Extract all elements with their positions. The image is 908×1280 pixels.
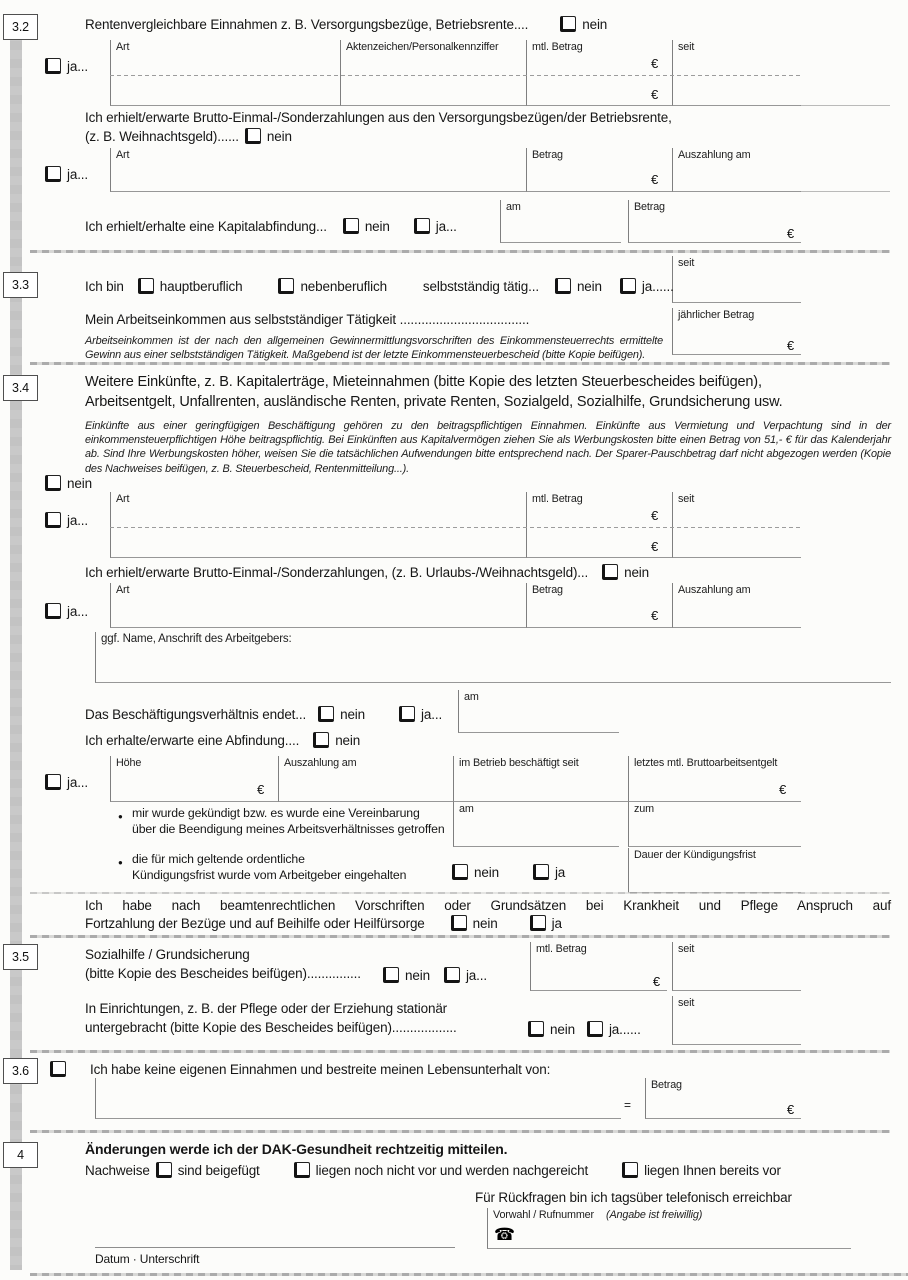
art-field[interactable] [110, 40, 341, 106]
nebenberuflich-checkbox[interactable] [278, 278, 294, 294]
beschaeftigt-seit-field[interactable] [453, 756, 629, 802]
weitere-einmal-nein-checkbox[interactable] [602, 564, 618, 580]
dauer-kuendigungsfrist-label: Dauer der Kündigungsfrist [634, 849, 756, 861]
weitere-title-line1: Weitere Einkünfte, z. B. Kapitalerträge, Mieteinnahmen (bitte Kopie des letzten Steuerbescheides beifügen), [85, 374, 762, 390]
arbeitgeber-field-label: ggf. Name, Anschrift des Arbeitgebers: [101, 633, 292, 645]
seit-column-label: seit [678, 493, 695, 505]
renten-ja-label: ja... [67, 58, 89, 74]
equals-sign: = [624, 1098, 631, 1112]
seit-field-label: seit [678, 997, 695, 1009]
section-number-3-6 [3, 1058, 38, 1084]
datum-unterschrift-label: Datum · Unterschrift [95, 1252, 200, 1266]
auszahlung-am-field[interactable] [672, 583, 801, 628]
mtl-betrag-field-label: mtl. Betrag [536, 943, 587, 955]
nebenberuflich-label: nebenberuflich [300, 278, 387, 294]
kuendigungsfrist-ja-checkbox[interactable] [533, 864, 549, 880]
scan-crease-line [30, 892, 890, 894]
nachweise-bereits-checkbox[interactable] [622, 1162, 638, 1178]
auszahlung-am-column-label: Auszahlung am [678, 149, 751, 161]
sozialhilfe-seit-field[interactable] [672, 942, 801, 991]
selbststaendig-ja-checkbox[interactable] [620, 278, 636, 294]
hauptberuflich-label: hauptberuflich [159, 278, 243, 294]
section-separator [30, 250, 890, 253]
renten-table [110, 40, 800, 106]
einmal-ja-label: ja... [67, 166, 89, 182]
dauer-kuendigungsfrist-field[interactable] [628, 848, 801, 893]
euro-sign: € [779, 782, 787, 797]
einmal-nein-checkbox[interactable] [245, 128, 261, 144]
aktenzeichen-field[interactable] [340, 40, 527, 106]
lebensunterhalt-betrag-field[interactable] [645, 1078, 801, 1119]
euro-sign: € [651, 87, 659, 102]
section-number-3-2 [3, 14, 38, 40]
weitere-einmal-ja-row [45, 603, 88, 619]
betrag-field-label: Betrag [651, 1079, 682, 1091]
kuendigungsfrist-nein-checkbox[interactable] [452, 864, 468, 880]
keine-einnahmen-checkbox[interactable] [50, 1061, 66, 1077]
einrichtung-text-line1: In Einrichtungen, z. B. der Pflege oder der Erziehung stationär [85, 1001, 448, 1016]
section-number-label: 3.2 [12, 20, 29, 34]
gekuendigt-am-field[interactable] [453, 802, 619, 847]
art-field[interactable] [110, 583, 527, 628]
endet-nein-checkbox[interactable] [318, 706, 334, 722]
kapital-ja-label: ja... [435, 218, 457, 234]
renten-ja-checkbox[interactable] [45, 58, 61, 74]
kuendigungsfrist-nein-label: nein [474, 864, 499, 880]
betrag-column-label: Betrag [532, 149, 563, 161]
art-field[interactable] [110, 148, 527, 192]
euro-sign: € [651, 172, 659, 187]
section-number-label: 3.4 [12, 381, 29, 395]
betrag-field[interactable] [526, 583, 673, 628]
beamte-ja-label: ja [551, 915, 562, 931]
nachweise-nachgereicht-checkbox[interactable] [294, 1162, 310, 1178]
weitere-einmal-nein-label: nein [624, 564, 650, 580]
beamte-nein-checkbox[interactable] [451, 915, 467, 931]
euro-sign: € [652, 974, 660, 989]
art-column-label: Art [116, 584, 130, 596]
art-field[interactable] [110, 492, 527, 558]
section-separator [30, 1050, 890, 1053]
nachweise-row [85, 1162, 781, 1178]
weitere-nein-checkbox[interactable] [45, 475, 61, 491]
einmal-nein-row [85, 128, 292, 144]
mtl-betrag-field[interactable] [526, 40, 673, 106]
brutto-field[interactable] [628, 756, 801, 802]
abfindung-nein-label: nein [335, 732, 361, 748]
art-column-label: Art [116, 493, 130, 505]
auszahlung-am-field[interactable] [278, 756, 454, 802]
einmal-text-line1: Ich erhielt/erwarte Brutto-Einmal-/Sonderzahlungen aus den Versorgungsbezügen/der Betriebsrente, [85, 110, 672, 125]
einmal-nein-label: nein [266, 128, 292, 144]
jaehrlicher-betrag-field[interactable] [672, 308, 801, 355]
gekuendigt-text-line2: über die Beendigung meines Arbeitsverhältnisses getroffen [132, 822, 445, 836]
beamte-text-line2: Fortzahlung der Bezüge und auf Beihilfe oder Heilfürsorge [85, 915, 425, 931]
weitere-ja-label: ja... [67, 512, 89, 528]
weitere-einmal-text: Ich erhielt/erwarte Brutto-Einmal-/Sonderzahlungen, (z. B. Urlaubs-/Weihnachtsgeld)... [85, 564, 589, 580]
sozialhilfe-nein-checkbox[interactable] [383, 967, 399, 983]
hoehe-field[interactable] [110, 756, 279, 802]
section-number-label: 3.3 [12, 278, 29, 292]
sozialhilfe-checkbox-row [383, 967, 487, 983]
euro-sign: € [786, 338, 794, 353]
section-number-3-5 [3, 944, 38, 970]
beamte-text-line1: Ich habe nach beamtenrechtlichen Vorschriften oder Grundsätzen bei Krankheit und Pflege Anspruch auf [85, 898, 891, 913]
sozialhilfe-text-line2: (bitte Kopie des Bescheides beifügen)............... [85, 966, 361, 981]
telephone-icon: ☎ [494, 1225, 516, 1244]
kapitalabfindung-row [85, 218, 457, 234]
mtl-betrag-field[interactable] [526, 492, 673, 558]
section-number-3-4 [3, 375, 38, 401]
abfindung-ja-row [45, 774, 88, 790]
section-number-label: 4 [17, 1148, 24, 1162]
arbeitseinkommen-note: Arbeitseinkommen ist der nach den allgemeinen Gewinnermittlungsvorschriften des Einkommensteuerrechts ermittelte Gewinn aus einer selbstständigen Tätigkeit. Maßgebend ist der letzte Einkommensteuerbescheid (bitte Kopie beifügen). [85, 335, 663, 362]
hoehe-column-label: Höhe [116, 757, 142, 769]
section-number-4 [3, 1142, 38, 1168]
selbststaendig-seit-field[interactable] [672, 256, 801, 303]
auszahlung-am-column-label: Auszahlung am [284, 757, 357, 769]
euro-sign: € [651, 56, 659, 71]
keine-einnahmen-row [50, 1061, 550, 1077]
sozialhilfe-ja-checkbox[interactable] [444, 967, 460, 983]
auszahlung-am-field[interactable] [672, 148, 801, 192]
weitere-ja-row [45, 512, 88, 528]
rueckfragen-text: Für Rückfragen bin ich tagsüber telefonisch erreichbar [475, 1190, 792, 1205]
kapitalabfindung-text: Ich erhielt/erhalte eine Kapitalabfindung... [85, 218, 327, 234]
renten-title: Rentenvergleichbare Einnahmen z. B. Versorgungsbezüge, Betriebsrente.... [85, 16, 529, 32]
selbststaendig-row [85, 278, 674, 294]
section-separator [30, 1130, 890, 1133]
bullet-icon: ● [118, 858, 123, 867]
abfindung-row [85, 732, 360, 748]
einrichtung-ja-checkbox[interactable] [587, 1021, 603, 1037]
einmal-text-line2: (z. B. Weihnachtsgeld)...... [85, 128, 239, 144]
beamte-ja-checkbox[interactable] [530, 915, 546, 931]
kapital-nein-checkbox[interactable] [343, 218, 359, 234]
euro-sign: € [651, 508, 659, 523]
einrichtung-ja-label: ja...... [608, 1021, 641, 1037]
nachweise-beigefuegt-checkbox[interactable] [156, 1162, 172, 1178]
table-row-separator [110, 75, 800, 76]
weitere-nein-row [45, 475, 92, 491]
weitere-ja-checkbox[interactable] [45, 512, 61, 528]
renten-nein-label: nein [582, 16, 608, 32]
einrichtung-checkbox-row [528, 1021, 641, 1037]
abfindung-text: Ich erhalte/erwarte eine Abfindung.... [85, 732, 300, 748]
weitere-title-line2: Arbeitsentgelt, Unfallrenten, ausländische Renten, private Renten, Sozialgeld, Sozialhilfe, Grundsicherung usw. [85, 394, 783, 410]
selbststaendig-nein-label: nein [576, 278, 602, 294]
kuendigungsfrist-text-line1: die für mich geltende ordentliche [132, 852, 305, 866]
seit-field-label: seit [678, 943, 695, 955]
einrichtung-nein-label: nein [550, 1021, 575, 1037]
selbststaendig-nein-checkbox[interactable] [555, 278, 571, 294]
selbststaendig-ja-label: ja...... [641, 278, 674, 294]
sozialhilfe-ja-label: ja... [465, 967, 487, 983]
kuendigungsfrist-checkbox-row [452, 864, 565, 880]
abfindung-table [110, 756, 800, 802]
kuendigungsfrist-text-line2: Kündigungsfrist wurde vom Arbeitgeber eingehalten [132, 868, 407, 882]
euro-sign: € [786, 226, 794, 241]
seit-field[interactable] [672, 40, 801, 106]
nachweise-beigefuegt-label: sind beigefügt [177, 1162, 260, 1178]
arbeitgeber-field[interactable] [95, 632, 891, 683]
weitere-table [110, 492, 800, 558]
einrichtung-seit-field[interactable] [672, 996, 801, 1045]
arbeitseinkommen-text: Mein Arbeitseinkommen aus selbstständiger Tätigkeit .................................... [85, 312, 530, 327]
kuendigungsfrist-ja-label: ja [554, 864, 566, 880]
weitere-nein-label: nein [67, 475, 92, 491]
hauptberuflich-checkbox[interactable] [138, 278, 154, 294]
kapital-betrag-field[interactable] [628, 200, 801, 243]
brutto-column-label: letztes mtl. Bruttoarbeitsentgelt [634, 757, 778, 769]
section-number-3-3 [3, 272, 38, 298]
abfindung-nein-checkbox[interactable] [313, 732, 329, 748]
am-field-label: am [459, 803, 474, 815]
vorwahl-field-label: Vorwahl / Rufnummer [493, 1209, 594, 1221]
bullet-icon: ● [118, 812, 123, 821]
einrichtung-text-line2: untergebracht (bitte Kopie des Bescheides beifügen).................. [85, 1020, 457, 1035]
beamte-nein-label: nein [472, 915, 498, 931]
freiwillig-note: (Angabe ist freiwillig) [606, 1209, 703, 1221]
endet-ja-checkbox[interactable] [399, 706, 415, 722]
mtl-betrag-column-label: mtl. Betrag [532, 493, 583, 505]
betrag-field-label: Betrag [634, 201, 665, 213]
weitere-note: Einkünfte aus einer geringfügigen Beschäftigung gehören zu den beitragspflichtigen Einnahmen. Einkünfte aus Vermietung und Verpachtung sind in der einkommensteuerpflichtigen Höhe beitragspflichtig. Bei Einkünften aus Kapitalvermögen ziehen Sie als Werbungskosten bitte einen Betrag von 51,- € für das Kalenderjahr ab. Sind Ihre Werbungskosten höher, weisen Sie die tatsächlichen Aufwendungen bitte entsprechend nach. Der Sparer-Pauschbetrag darf nicht abgezogen werden (Kopie des Nachweises beifügen, z. B. Steuerbescheid, Rentenmitteilung...). [85, 420, 891, 475]
betrag-column-label: Betrag [532, 584, 563, 596]
nachweise-nachgereicht-label: liegen noch nicht vor und werden nachgereicht [315, 1162, 589, 1178]
abfindung-ja-checkbox[interactable] [45, 774, 61, 790]
kapital-nein-label: nein [364, 218, 390, 234]
mtl-betrag-column-label: mtl. Betrag [532, 41, 583, 53]
einmal-ja-row [45, 166, 88, 182]
table-row-separator [110, 527, 800, 528]
sozialhilfe-nein-label: nein [405, 967, 430, 983]
kapital-am-field[interactable] [500, 200, 621, 243]
euro-sign: € [651, 539, 659, 554]
am-field-label: am [506, 201, 521, 213]
signature-field[interactable] [95, 1247, 455, 1248]
section-number-label: 3.6 [12, 1064, 29, 1078]
seit-field[interactable] [672, 492, 801, 558]
nachweise-bereits-label: liegen Ihnen bereits vor [644, 1162, 781, 1178]
sozialhilfe-text-line1: Sozialhilfe / Grundsicherung [85, 947, 250, 962]
lebensunterhalt-field[interactable] [95, 1078, 621, 1119]
betrag-field[interactable] [526, 148, 673, 192]
kapital-ja-checkbox[interactable] [414, 218, 430, 234]
jaehrlicher-betrag-label: jährlicher Betrag [678, 309, 755, 321]
telefon-field[interactable] [487, 1208, 851, 1249]
weitere-einmal-table [110, 583, 800, 628]
art-column-label: Art [116, 149, 130, 161]
weitere-einmal-ja-label: ja... [67, 603, 89, 619]
art-column-label: Art [116, 41, 130, 53]
weitere-einmal-ja-checkbox[interactable] [45, 603, 61, 619]
aktenzeichen-column-label: Aktenzeichen/Personalkennziffer [346, 41, 499, 53]
beamte-row [85, 915, 562, 931]
renten-title-row [85, 16, 607, 32]
zum-field-label: zum [634, 803, 654, 815]
bottom-page-separator [30, 1273, 908, 1276]
endet-row [85, 706, 442, 722]
auszahlung-am-column-label: Auszahlung am [678, 584, 751, 596]
sozialhilfe-betrag-field[interactable] [530, 942, 667, 991]
einmal-table [110, 148, 800, 192]
weitere-einmal-row [85, 564, 649, 580]
einrichtung-nein-checkbox[interactable] [528, 1021, 544, 1037]
aenderungen-title: Änderungen werde ich der DAK-Gesundheit rechtzeitig mitteilen. [85, 1141, 508, 1157]
scan-line-extension [800, 191, 890, 192]
euro-sign: € [651, 608, 659, 623]
taetig-text: selbstständig tätig... [422, 278, 539, 294]
endet-nein-label: nein [340, 706, 366, 722]
nachweise-text: Nachweise [85, 1162, 150, 1178]
endet-ja-label: ja... [421, 706, 443, 722]
am-field-label: am [464, 691, 479, 703]
scan-line-extension [800, 105, 890, 106]
seit-field-label: seit [678, 257, 695, 269]
section-separator [30, 935, 890, 938]
section-separator [30, 362, 890, 365]
section-number-label: 3.5 [12, 950, 29, 964]
endet-am-field[interactable] [458, 690, 619, 733]
gekuendigt-text-line1: mir wurde gekündigt bzw. es wurde eine Vereinbarung [132, 806, 420, 820]
euro-sign: € [257, 782, 265, 797]
gekuendigt-zum-field[interactable] [628, 802, 801, 847]
renten-ja-row [45, 58, 88, 74]
endet-text: Das Beschäftigungsverhältnis endet... [85, 706, 307, 722]
euro-sign: € [786, 1102, 794, 1117]
einmal-ja-checkbox[interactable] [45, 166, 61, 182]
keine-einnahmen-text: Ich habe keine eigenen Einnahmen und bestreite meinen Lebensunterhalt von: [90, 1061, 551, 1077]
renten-nein-checkbox[interactable] [560, 16, 576, 32]
seit-column-label: seit [678, 41, 695, 53]
beschaeftigt-seit-column-label: im Betrieb beschäftigt seit [459, 757, 579, 769]
ich-bin-text: Ich bin [85, 278, 124, 294]
abfindung-ja-label: ja... [67, 774, 89, 790]
